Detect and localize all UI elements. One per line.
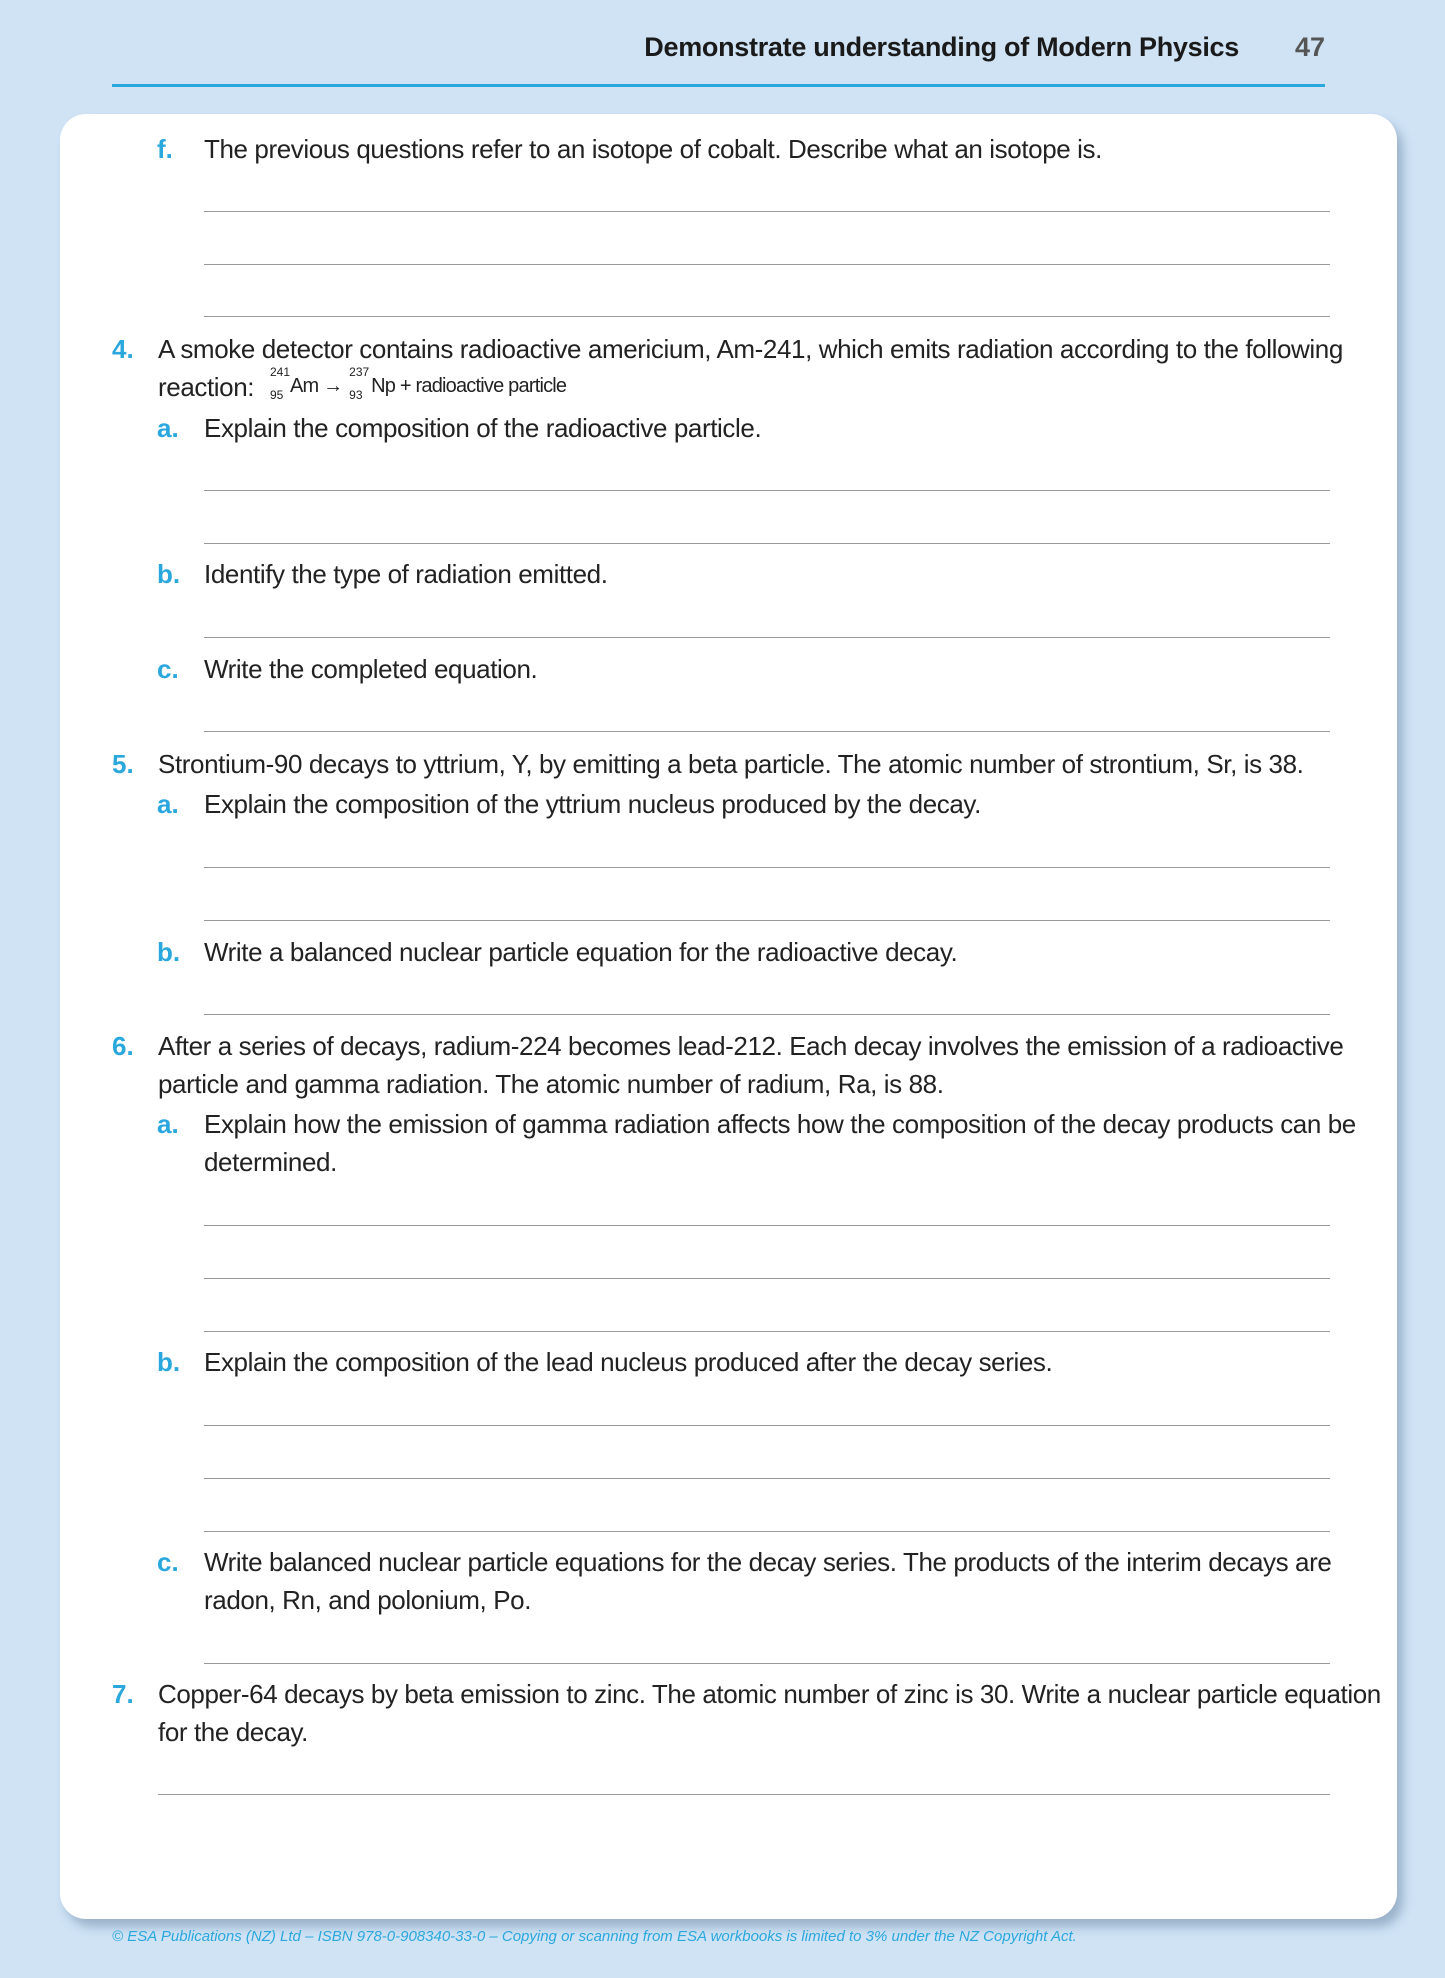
answer-line[interactable]	[158, 1794, 1330, 1795]
question-6a-line1: Explain how the emission of gamma radiation affects how the composition of the decay products can be	[204, 1109, 1356, 1139]
question-4-line2: reaction:	[158, 372, 255, 402]
answer-line[interactable]	[204, 543, 1330, 544]
question-5-number: 5.	[112, 749, 134, 779]
question-3f-label: f.	[157, 134, 173, 164]
question-4-number: 4.	[112, 334, 134, 364]
question-7-number: 7.	[112, 1679, 134, 1709]
question-6-number: 6.	[112, 1031, 134, 1061]
answer-line[interactable]	[204, 1531, 1330, 1532]
question-6b-label: b.	[157, 1347, 181, 1377]
question-7-line2: for the decay.	[158, 1717, 309, 1747]
question-6c-line1: Write balanced nuclear particle equations for the decay series. The products of the interim decays are	[204, 1547, 1332, 1577]
answer-line[interactable]	[204, 490, 1330, 491]
question-6c-line2: radon, Rn, and polonium, Po.	[204, 1585, 532, 1615]
question-6a-label: a.	[157, 1109, 179, 1139]
answer-line[interactable]	[204, 1425, 1330, 1426]
answer-line[interactable]	[204, 1331, 1330, 1332]
question-4c-label: c.	[157, 654, 179, 684]
worksheet-card	[60, 114, 1397, 1919]
question-5b-text: Write a balanced nuclear particle equation for the radioactive decay.	[204, 937, 958, 967]
question-4b-label: b.	[157, 559, 181, 589]
question-4c-text: Write the completed equation.	[204, 654, 538, 684]
question-6-line2: particle and gamma radiation. The atomic number of radium, Ra, is 88.	[158, 1069, 944, 1099]
answer-line[interactable]	[204, 1278, 1330, 1279]
answer-line[interactable]	[204, 1478, 1330, 1479]
answer-line[interactable]	[204, 211, 1330, 212]
answer-line[interactable]	[204, 316, 1330, 317]
americium-nuclide: 241 95 Am	[270, 365, 319, 402]
question-4-line1: A smoke detector contains radioactive americium, Am-241, which emits radiation according to the following	[158, 334, 1343, 364]
neptunium-nuclide: 237 93 Np	[349, 365, 396, 402]
copyright-footer: © ESA Publications (NZ) Ltd – ISBN 978-0-908340-33-0 – Copying or scanning from ESA workbooks is limited to 3% under the NZ Copyright Act.	[112, 1928, 1077, 1945]
answer-line[interactable]	[204, 867, 1330, 868]
answer-line[interactable]	[204, 1663, 1330, 1664]
header-title: Demonstrate understanding of Modern Physics	[644, 32, 1239, 62]
question-4a-label: a.	[157, 413, 179, 443]
am-decay-equation	[268, 365, 567, 402]
answer-line[interactable]	[204, 264, 1330, 265]
question-6c-label: c.	[157, 1547, 179, 1577]
question-5a-label: a.	[157, 789, 179, 819]
question-4a-text: Explain the composition of the radioactive particle.	[204, 413, 762, 443]
question-3f-text: The previous questions refer to an isotope of cobalt. Describe what an isotope is.	[204, 134, 1102, 164]
answer-line[interactable]	[204, 1225, 1330, 1226]
answer-line[interactable]	[204, 920, 1330, 921]
question-6b-text: Explain the composition of the lead nucleus produced after the decay series.	[204, 1347, 1053, 1377]
question-5a-text: Explain the composition of the yttrium nucleus produced by the decay.	[204, 789, 981, 819]
question-6a-line2: determined.	[204, 1147, 337, 1177]
question-5-text: Strontium-90 decays to yttrium, Y, by emitting a beta particle. The atomic number of strontium, Sr, is 38.	[158, 749, 1304, 779]
answer-line[interactable]	[204, 1014, 1330, 1015]
answer-line[interactable]	[204, 637, 1330, 638]
question-4b-text: Identify the type of radiation emitted.	[204, 559, 608, 589]
question-7-line1: Copper-64 decays by beta emission to zinc. The atomic number of zinc is 30. Write a nuclear particle equation	[158, 1679, 1381, 1709]
question-5b-label: b.	[157, 937, 181, 967]
answer-line[interactable]	[204, 731, 1330, 732]
question-6-line1: After a series of decays, radium-224 becomes lead-212. Each decay involves the emission of a radioactive	[158, 1031, 1344, 1061]
arrow-symbol: →	[323, 375, 343, 397]
page-number: 47	[1294, 32, 1325, 62]
page-header	[112, 0, 1325, 87]
equation-remainder: + radioactive particle	[399, 375, 567, 397]
